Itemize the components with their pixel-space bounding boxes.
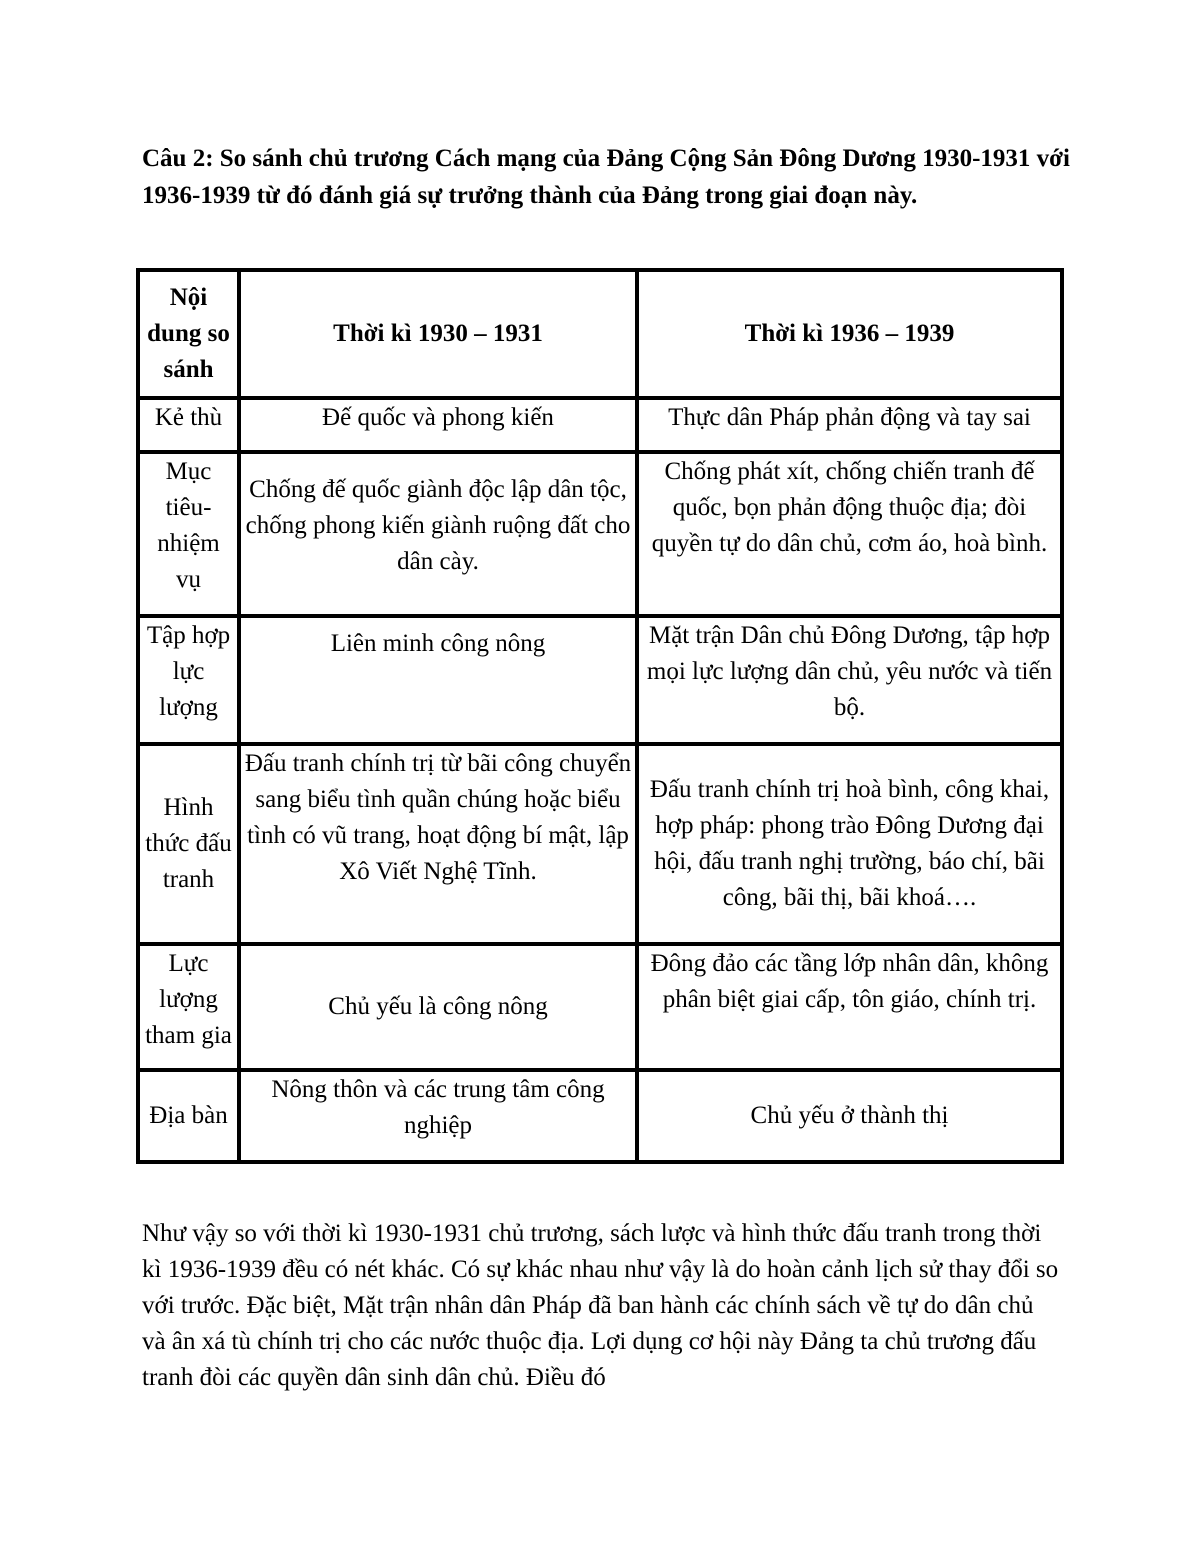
table-row [138,744,1062,944]
table-row [138,944,1062,1070]
cell-forces-1936: Mặt trận Dân chủ Đông Dương, tập hợp mọi lực lượng dân chủ, yêu nước và tiến bộ. [637,616,1062,744]
cell-area-1936: Chủ yếu ở thành thị [637,1070,1062,1162]
cell-area-1930: Nông thôn và các trung tâm công nghiệp [239,1070,637,1162]
row-label-forces: Tập hợp lực lượng [138,616,239,744]
header-criteria: Nội dung so sánh [138,270,239,398]
table-row [138,398,1062,452]
comparison-table [136,268,1064,1164]
cell-enemy-1930: Đế quốc và phong kiến [239,398,637,452]
table-header-row [138,270,1062,398]
cell-goals-1930: Chống đế quốc giành độc lập dân tộc, chống phong kiến giành ruộng đất cho dân cày. [239,452,637,616]
cell-struggle-form-1930: Đấu tranh chính trị từ bãi công chuyển sang biểu tình quần chúng hoặc biểu tình có vũ trang, hoạt động bí mật, lập Xô Viết Nghệ Tĩnh. [239,744,637,944]
row-label-goals: Mục tiêu-nhiệm vụ [138,452,239,616]
cell-forces-1930: Liên minh công nông [239,616,637,744]
cell-struggle-form-1936: Đấu tranh chính trị hoà bình, công khai, hợp pháp: phong trào Đông Dương đại hội, đấu tranh nghị trường, báo chí, bãi công, bãi thị, bãi khoá…. [637,744,1062,944]
cell-enemy-1936: Thực dân Pháp phản động và tay sai [637,398,1062,452]
header-period-1936-1939: Thời kì 1936 – 1939 [637,270,1062,398]
cell-goals-1936: Chống phát xít, chống chiến tranh đế quốc, bọn phản động thuộc địa; đòi quyền tự do dân chủ, cơm áo, hoà bình. [637,452,1062,616]
table-row [138,452,1062,616]
row-label-participants: Lực lượng tham gia [138,944,239,1070]
row-label-enemy: Kẻ thù [138,398,239,452]
header-period-1930-1931: Thời kì 1930 – 1931 [239,270,637,398]
table-row [138,1070,1062,1162]
question-title: Câu 2: So sánh chủ trương Cách mạng của Đảng Cộng Sản Đông Dương 1930-1931 với 1936-1939 từ đó đánh giá sự trưởng thành của Đảng trong giai đoạn này. [142,145,1070,209]
conclusion-paragraph: Như vậy so với thời kì 1930-1931 chủ trương, sách lược và hình thức đấu tranh trong thời kì 1936-1939 đều có nét khác. Có sự khác nhau như vậy là do hoàn cảnh lịch sử thay đổi so với trước. Đặc biệt, Mặt trận nhân dân Pháp đã ban hành các chính sách về tự do dân chủ và ân xá tù chính trị cho các nước thuộc địa. Lợi dụng cơ hội này Đảng ta chủ trương đấu tranh đòi các quyền dân sinh dân chủ. Điều đó [142,1220,1059,1391]
cell-participants-1936: Đông đảo các tầng lớp nhân dân, không phân biệt giai cấp, tôn giáo, chính trị. [637,944,1062,1070]
table-row [138,616,1062,744]
cell-participants-1930: Chủ yếu là công nông [239,944,637,1070]
row-label-struggle-form: Hình thức đấu tranh [138,744,239,944]
row-label-area: Địa bàn [138,1070,239,1162]
